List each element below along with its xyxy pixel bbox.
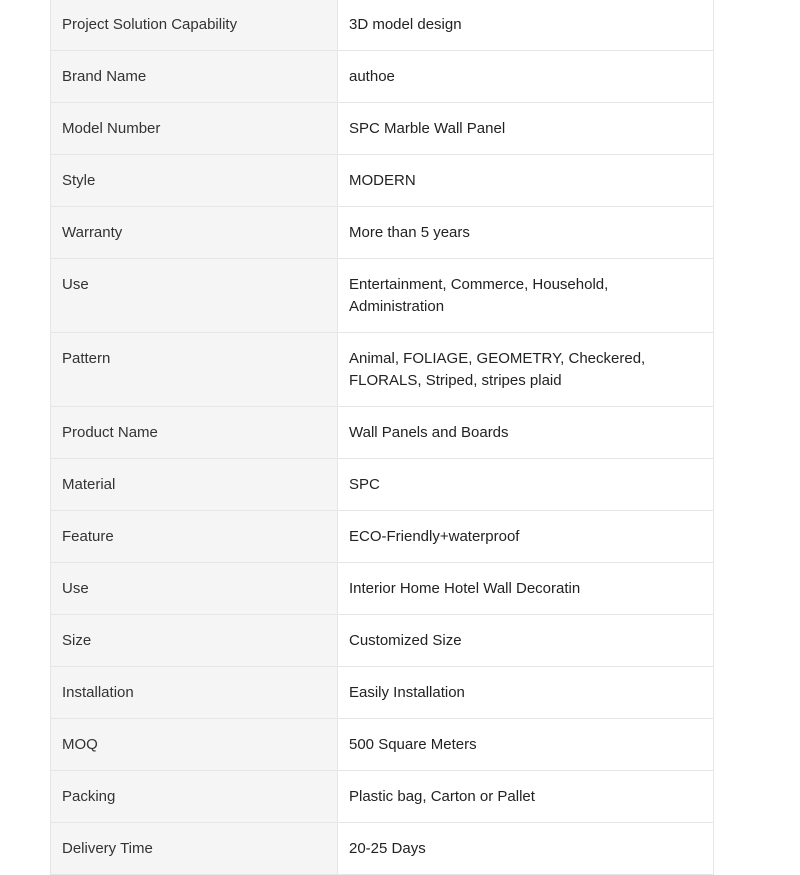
spec-key: Packing <box>51 771 338 823</box>
spec-row-packing <box>51 771 714 823</box>
spec-key: Installation <box>51 667 338 719</box>
spec-row-model-number <box>51 103 714 155</box>
spec-row-delivery-time <box>51 823 714 875</box>
spec-key: MOQ <box>51 719 338 771</box>
spec-value: SPC Marble Wall Panel <box>338 103 714 155</box>
spec-value: Animal, FOLIAGE, GEOMETRY, Checkered, FLORALS, Striped, stripes plaid <box>338 333 714 407</box>
spec-row-size <box>51 615 714 667</box>
spec-value: Plastic bag, Carton or Pallet <box>338 771 714 823</box>
spec-key: Brand Name <box>51 51 338 103</box>
spec-value: 3D model design <box>338 0 714 51</box>
spec-key: Warranty <box>51 207 338 259</box>
spec-key: Size <box>51 615 338 667</box>
spec-row-installation <box>51 667 714 719</box>
spec-key: Use <box>51 259 338 333</box>
spec-key: Pattern <box>51 333 338 407</box>
spec-value: 20-25 Days <box>338 823 714 875</box>
spec-value: MODERN <box>338 155 714 207</box>
spec-row-project-solution-capability <box>51 0 714 51</box>
spec-row-warranty <box>51 207 714 259</box>
spec-key: Project Solution Capability <box>51 0 338 51</box>
spec-value: SPC <box>338 459 714 511</box>
spec-table-body <box>51 0 714 875</box>
spec-key: Material <box>51 459 338 511</box>
spec-row-pattern <box>51 333 714 407</box>
spec-value: authoe <box>338 51 714 103</box>
spec-value: 500 Square Meters <box>338 719 714 771</box>
spec-key: Style <box>51 155 338 207</box>
spec-value: Entertainment, Commerce, Household, Administration <box>338 259 714 333</box>
spec-row-product-name <box>51 407 714 459</box>
spec-value: Interior Home Hotel Wall Decoratin <box>338 563 714 615</box>
spec-row-feature <box>51 511 714 563</box>
spec-value: Wall Panels and Boards <box>338 407 714 459</box>
spec-key: Model Number <box>51 103 338 155</box>
spec-value: ECO-Friendly+waterproof <box>338 511 714 563</box>
spec-value: Easily Installation <box>338 667 714 719</box>
spec-key: Use <box>51 563 338 615</box>
product-spec-table <box>50 0 714 875</box>
spec-row-style <box>51 155 714 207</box>
spec-row-brand-name <box>51 51 714 103</box>
spec-row-use-2 <box>51 563 714 615</box>
spec-key: Product Name <box>51 407 338 459</box>
spec-value: Customized Size <box>338 615 714 667</box>
spec-key: Delivery Time <box>51 823 338 875</box>
spec-key: Feature <box>51 511 338 563</box>
spec-value: More than 5 years <box>338 207 714 259</box>
spec-row-material <box>51 459 714 511</box>
spec-row-use <box>51 259 714 333</box>
spec-row-moq <box>51 719 714 771</box>
